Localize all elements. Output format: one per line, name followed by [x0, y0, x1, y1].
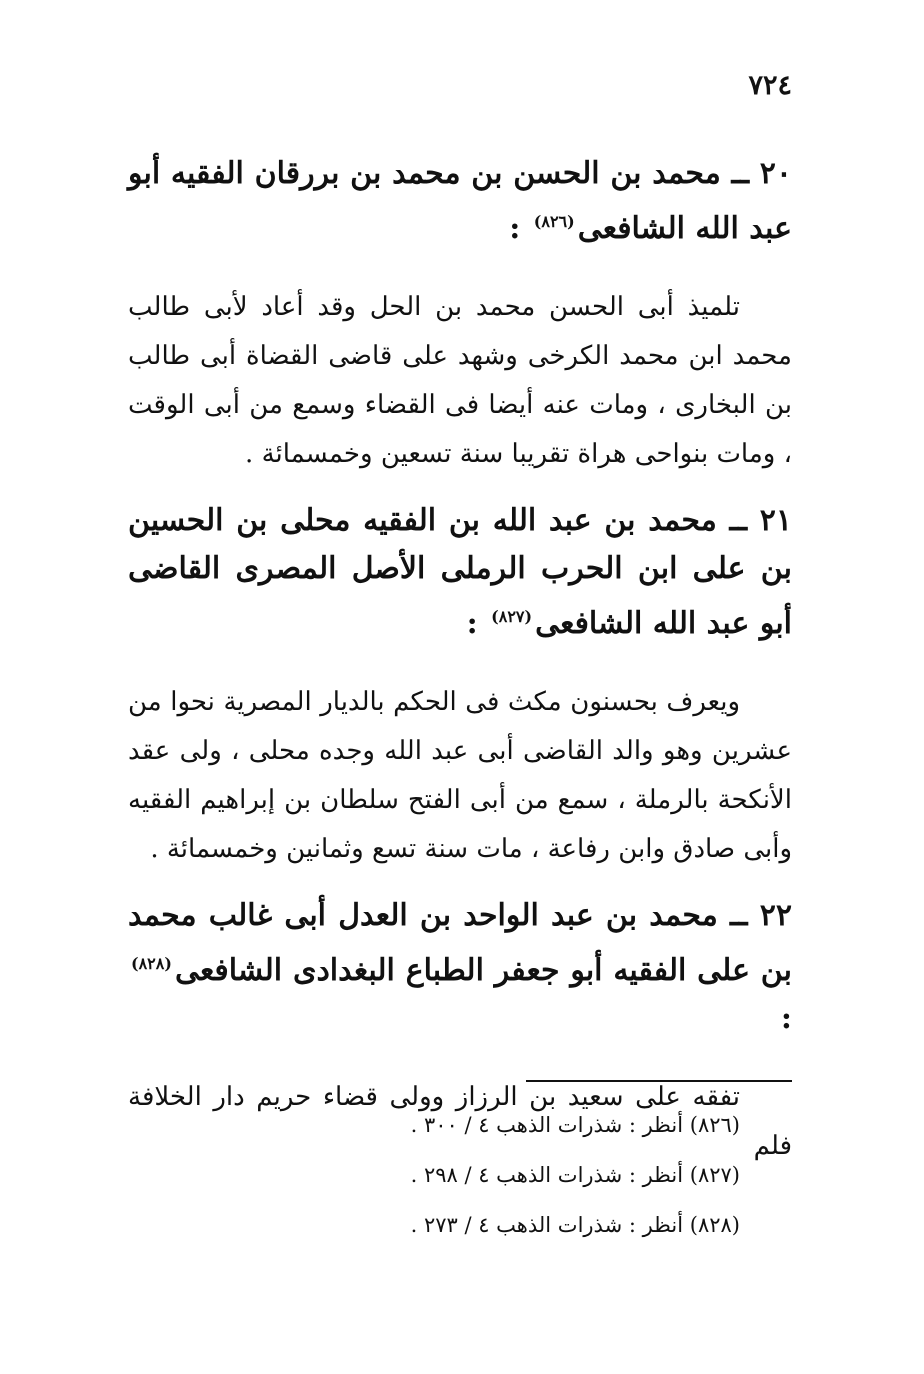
footnote-828: (٨٢٨) أنظر : شذرات الذهب ٤ / ٢٧٣ .	[410, 1213, 740, 1237]
entry-body: تلميذ أبى الحسن محمد بن الحل وقد أعاد لأبى طالب محمد ابن محمد الكرخى وشهد على قاضى القضاة أبى طالب بن البخارى ، ومات عنه أيضا فى القضاء وسمع من أبى الوقت ، ومات بنواحى هراة تقريبا سنة تسعين وخمسمائة .	[128, 292, 792, 469]
heading-colon: :	[780, 1001, 792, 1036]
footnote-ref: (٨٢٦)	[533, 212, 575, 231]
main-text-column	[128, 150, 792, 1189]
footnote-826: (٨٢٦) أنظر : شذرات الذهب ٤ / ٣٠٠ .	[410, 1113, 740, 1137]
footnote-827: (٨٢٧) أنظر : شذرات الذهب ٤ / ٢٩٨ .	[410, 1163, 740, 1187]
entry-heading-text: ٢٠ ــ محمد بن الحسن بن محمد بن بررقان الفقيه أبو عبد الله الشافعى	[128, 156, 792, 246]
footnote-ref: (٨٢٧)	[491, 607, 533, 626]
entry-21	[128, 497, 792, 874]
footnote-ref: (٨٢٨)	[131, 954, 172, 973]
heading-colon: :	[509, 211, 521, 246]
entry-heading-text: ٢١ ــ محمد بن عبد الله بن الفقيه محلى بن الحسين بن على ابن الحرب الرملى الأصل المصرى القاضى أبو عبد الله الشافعى	[128, 503, 792, 641]
entry-heading	[128, 150, 792, 253]
entry-body: تفقه على سعيد بن الرزاز وولى قضاء حريم دار الخلافة فلم	[128, 1082, 792, 1161]
entry-20	[128, 150, 792, 479]
entry-heading	[128, 892, 792, 1043]
page-number: ٧٢٤	[748, 70, 792, 101]
footnotes-section	[128, 1080, 792, 1250]
entry-heading	[128, 497, 792, 648]
entry-body: ويعرف بحسنون مكث فى الحكم بالديار المصرية نحوا من عشرين وهو والد القاضى أبى عبد الله وجده محلى ، ولى عقد الأنكحة بالرملة ، سمع من أبى الفتح سلطان بن إبراهيم الفقيه وأبى صادق وابن رفاعة ، مات سنة تسع وثمانين وخمسمائة .	[128, 687, 792, 864]
entry-heading-text: ٢٢ ــ محمد بن عبد الواحد بن العدل أبى غالب محمد بن على الفقيه أبو جعفر الطباع البغدادى الشافعى	[128, 898, 792, 988]
footnote-separator-rule	[526, 1080, 792, 1082]
heading-colon: :	[466, 606, 478, 641]
